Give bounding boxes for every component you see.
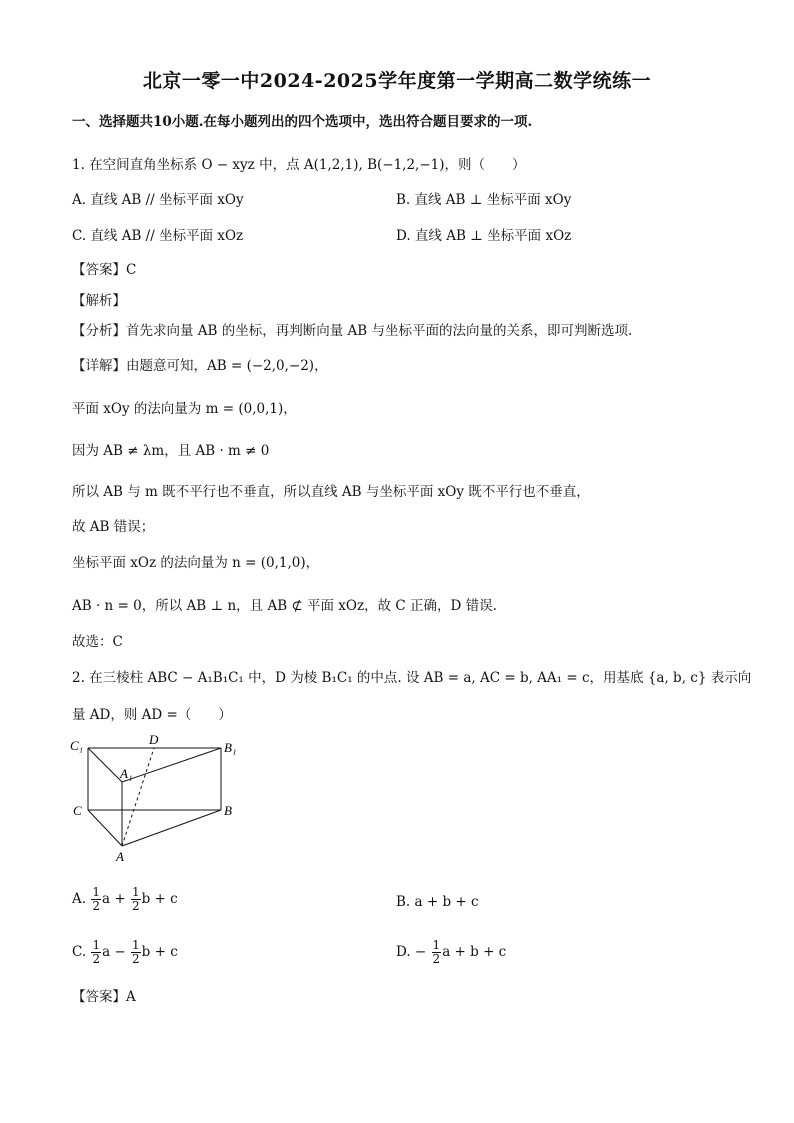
q2-stem-line1: 2. 在三棱柱 ABC − A₁B₁C₁ 中，D 为棱 B₁C₁ 的中点. 设 AB = a, AC = b, AA₁ = c，用基底 {a, b, c} 表示向 [72, 670, 752, 686]
q1-detail-line: 【详解】由题意可知，AB = (−2,0,−2)， [72, 358, 328, 374]
fraction-half: $\frac{1}{2}$ [132, 938, 140, 966]
fraction-half: $\frac{1}{2}$ [432, 938, 441, 966]
q1-detail-line: 所以 AB 与 m 既不平行也不垂直，所以直线 AB 与坐标平面 xOy 既不平行也不垂直， [72, 484, 590, 500]
q1-detail-line: 平面 xOy 的法向量为 m = (0,0,1)， [72, 401, 297, 417]
q1-answer: 【答案】C [72, 262, 137, 278]
q1-final-choice: 故选：C [72, 634, 123, 650]
q1-detail-line: 因为 AB ≠ λm，且 AB · m ≠ 0 [72, 443, 270, 459]
q1-analysis: 【分析】首先求向量 AB 的坐标，再判断向量 AB 与坐标平面的法向量的关系，即可判断选项. [72, 323, 633, 339]
q1-option-b: B. 直线 AB ⊥ 坐标平面 xOy [396, 192, 572, 208]
label-c: C [73, 803, 82, 818]
q1-detail-line: 故 AB 错误； [72, 519, 155, 535]
fraction-half: $\frac{1}{2}$ [92, 938, 101, 966]
label-d: D [149, 732, 159, 747]
segment-ad-dashed [122, 748, 154, 846]
page-title: 北京一零一中2024-2025学年度第一学期高二数学统练一 [142, 70, 652, 92]
q2-stem-line2: 量 AD，则 AD =（ ） [72, 707, 232, 723]
q2-option-c: C. $\frac{1}{2}$ a − $\frac{1}{2}$ b + c [72, 938, 178, 966]
edge-c-a [88, 810, 122, 846]
edge-a1-b1 [122, 748, 221, 782]
q1-detail-line: AB · n = 0，所以 AB ⊥ n，且 AB ⊄ 平面 xOz，故 C 正确，D 错误. [72, 598, 497, 614]
label-a: A [116, 849, 124, 864]
label-a1: A₁ [120, 766, 133, 781]
label-b: B [224, 803, 232, 818]
q2-option-a-prefix: A. [72, 891, 87, 907]
q1-detail-line: 坐标平面 xOz 的法向量为 n = (0,1,0)， [72, 555, 320, 571]
fraction-half: $\frac{1}{2}$ [131, 885, 140, 913]
section-heading: 一、选择题共10小题.在每小题列出的四个选项中，选出符合题目要求的一项. [72, 114, 533, 130]
q1-option-c: C. 直线 AB // 坐标平面 xOz [72, 228, 244, 244]
q1-stem: 1. 在空间直角坐标系 O − xyz 中，点 A(1,2,1), B(−1,2,−1)，则（ ） [72, 157, 526, 173]
fraction-half: $\frac{1}{2}$ [92, 885, 100, 913]
q1-option-a: A. 直线 AB // 坐标平面 xOy [72, 192, 244, 208]
edge-a-b [122, 810, 221, 846]
q1-option-d: D. 直线 AB ⊥ 坐标平面 xOz [396, 228, 572, 244]
label-b1: B₁ [224, 740, 237, 755]
prism-figure [66, 730, 256, 865]
q2-option-a: A. $\frac{1}{2}$ a + $\frac{1}{2}$ b + c [72, 885, 178, 913]
q2-option-b: B. a + b + c [396, 894, 479, 910]
q2-answer: 【答案】A [72, 989, 136, 1005]
q2-option-d: D. − $\frac{1}{2}$ a + b + c [396, 938, 507, 966]
label-c1: C₁ [70, 738, 84, 753]
q1-jiexi-label: 【解析】 [72, 293, 126, 309]
edge-c1-a1 [88, 748, 122, 782]
